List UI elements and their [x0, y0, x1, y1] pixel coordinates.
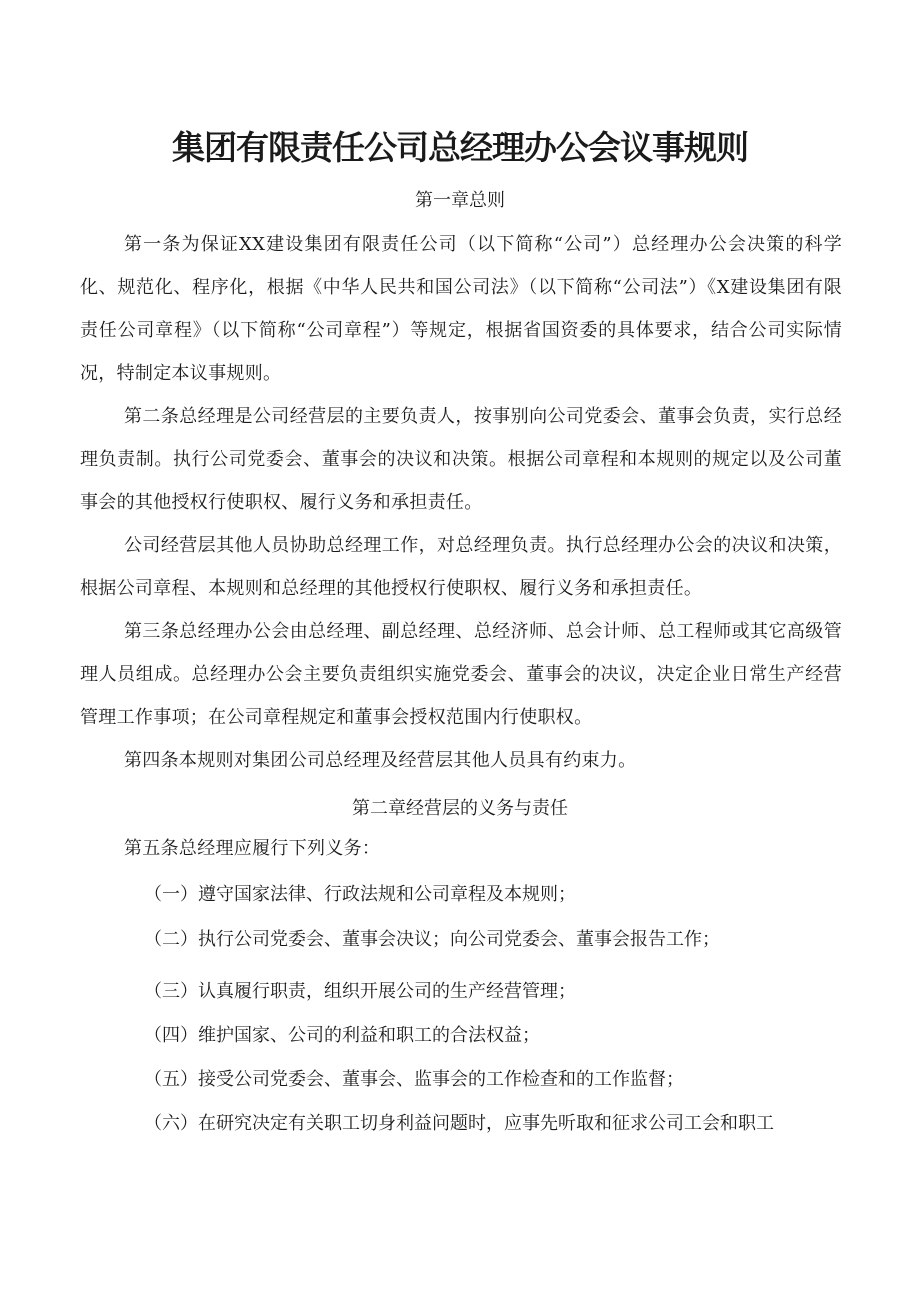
chapter-heading-1: 第一章总则: [415, 190, 505, 211]
article-2-paragraph-2: 公司经营层其他人员协助总经理工作，对总经理负责。执行总经理办公会的决议和决策，根据公司章程、本规则和总经理的其他授权行使职权、履行义务和承担责任。: [80, 535, 842, 599]
article-5: 第五条总经理应履行下列义务：: [124, 838, 381, 859]
article-3: 第三条总经理办公会由总经理、副总经理、总经济师、总会计师、总工程师或其它高级管理人员组成。总经理办公会主要负责组织实施党委会、董事会的决议，决定企业日常生产经营管理工作事项；在公司章程规定和董事会授权范围内行使职权。: [80, 621, 842, 728]
list-item: （三）认真履行职责，组织开展公司的生产经营管理；: [144, 981, 576, 1002]
list-item: （一）遵守国家法律、行政法规和公司章程及本规则；: [144, 884, 576, 905]
document-title: 集团有限责任公司总经理办公会议事规则: [172, 128, 748, 167]
article-1: 第一条为保证XX建设集团有限责任公司（以下简称“公司”）总经理办公会决策的科学化、规范化、程序化，根据《中华人民共和国公司法》（以下简称“公司法”）《X建设集团有限责任公司章程》（以下简称“公司章程”）等规定，根据省国资委的具体要求，结合公司实际情况，特制定本议事规则。: [80, 234, 842, 384]
list-item: （六）在研究决定有关职工切身利益问题时，应事先听取和征求公司工会和职工: [144, 1113, 774, 1134]
list-item: （二）执行公司党委会、董事会决议；向公司党委会、董事会报告工作；: [144, 929, 720, 950]
article-2: 第二条总经理是公司经营层的主要负责人，按事别向公司党委会、董事会负责，实行总经理负责制。执行公司党委会、董事会的决议和决策。根据公司章程和本规则的规定以及公司董事会的其他授权行使职权、履行义务和承担责任。: [80, 406, 842, 513]
list-item: （四）维护国家、公司的利益和职工的合法权益；: [144, 1025, 540, 1046]
article-4: 第四条本规则对集团公司总经理及经营层其他人员具有约束力。: [124, 750, 637, 771]
chapter-heading-2: 第二章经营层的义务与责任: [352, 798, 568, 819]
list-item: （五）接受公司党委会、董事会、监事会的工作检查和的工作监督；: [144, 1069, 684, 1090]
